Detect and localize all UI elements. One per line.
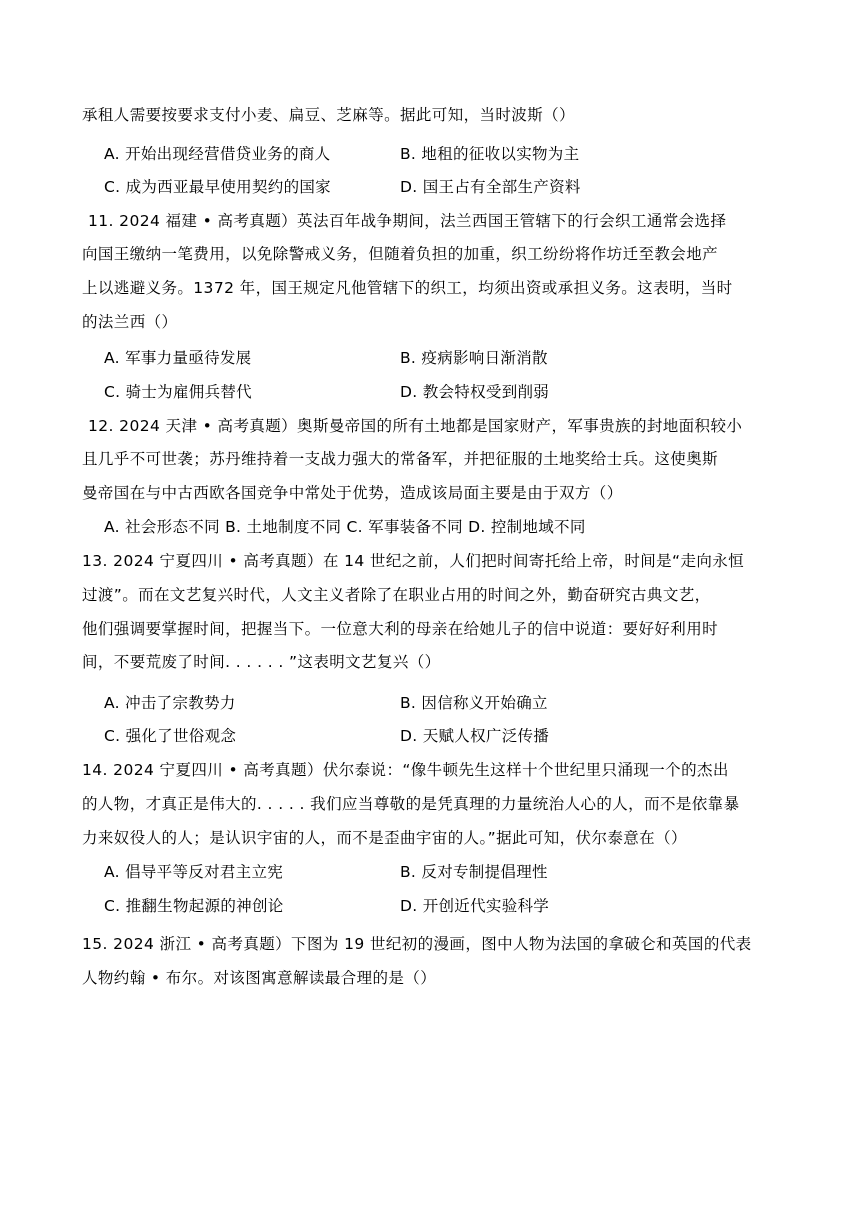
q13-stem-line-3: 他们强调要掌握时间，把握当下。一位意大利的母亲在给她儿子的信中说道：要好好利用时	[82, 620, 719, 638]
q10-stem-tail: 承租人需要按要求支付小麦、扁豆、芝麻等。据此可知，当时波斯（）	[82, 106, 575, 124]
q12-options-line[interactable]: A. 社会形态不同 B. 土地制度不同 C. 军事装备不同 D. 控制地域不同	[104, 518, 586, 536]
q14-stem-line-1: 14. 2024 宁夏四川 • 高考真题）伏尔泰说：“像牛顿先生这样十个世纪里只涌现一个的杰出	[82, 761, 729, 779]
q12-stem-line-2: 且几乎不可世袭；苏丹维持着一支战力强大的常备军，并把征服的土地奖给士兵。这使奥斯	[82, 450, 719, 468]
q15-stem-line-1: 15. 2024 浙江 • 高考真题）下图为 19 世纪初的漫画，图中人物为法国的拿破仑和英国的代表	[82, 935, 752, 953]
q10-option-a[interactable]: A. 开始出现经营借贷业务的商人	[104, 145, 331, 163]
q11-option-a[interactable]: A. 军事力量亟待发展	[104, 349, 252, 367]
q15-stem-line-2: 人物约翰 • 布尔。对该图寓意解读最合理的是（）	[82, 969, 437, 987]
q14-option-b[interactable]: B. 反对专制提倡理性	[400, 863, 548, 881]
q13-option-a[interactable]: A. 冲击了宗教势力	[104, 694, 236, 712]
q13-stem-line-2: 过渡”。而在文艺复兴时代，人文主义者除了在职业占用的时间之外，勤奋研究古典文艺，	[82, 586, 711, 604]
q14-stem-line-2: 的人物，才真正是伟大的. . . . . 我们应当尊敬的是凭真理的力量统治人心的人，而不是依靠暴	[82, 795, 740, 813]
q11-stem-line-2: 向国王缴纳一笔费用，以免除警戒义务，但随着负担的加重，织工纷纷将作坊迁至教会地产	[82, 245, 719, 263]
q14-option-d[interactable]: D. 开创近代实验科学	[400, 897, 550, 915]
q13-option-c[interactable]: C. 强化了世俗观念	[104, 727, 237, 745]
q12-stem-line-1: 12. 2024 天津 • 高考真题）奥斯曼帝国的所有土地都是国家财产，军事贵族的封地面积较小	[88, 417, 743, 435]
q10-option-c[interactable]: C. 成为西亚最早使用契约的国家	[104, 178, 331, 196]
q14-stem-line-3: 力来奴役人的人；是认识宇宙的人，而不是歪曲宇宙的人。”据此可知，伏尔泰意在（）	[82, 829, 687, 847]
q11-stem-line-4: 的法兰西（）	[82, 313, 178, 331]
q13-option-b[interactable]: B. 因信称义开始确立	[400, 694, 548, 712]
q13-stem-line-1: 13. 2024 宁夏四川 • 高考真题）在 14 世纪之前，人们把时间寄托给上帝，时间是“走向永恒	[82, 552, 745, 570]
q14-option-a[interactable]: A. 倡导平等反对君主立宪	[104, 863, 284, 881]
q10-option-b[interactable]: B. 地租的征收以实物为主	[400, 145, 580, 163]
q10-option-d[interactable]: D. 国王占有全部生产资料	[400, 178, 581, 196]
q11-stem-line-1: 11. 2024 福建 • 高考真题）英法百年战争期间，法兰西国王管辖下的行会织工通常会选择	[88, 212, 727, 230]
q12-stem-line-3: 曼帝国在与中古西欧各国竞争中常处于优势，造成该局面主要是由于双方（）	[82, 484, 623, 502]
q13-stem-line-4: 间，不要荒废了时间. . . . . . ”这表明文艺复兴（）	[82, 653, 441, 671]
q11-option-b[interactable]: B. 疫病影响日渐消散	[400, 349, 548, 367]
q11-stem-line-3: 上以逃避义务。1372 年，国王规定凡他管辖下的织工，均须出资或承担义务。这表明，当时	[82, 279, 733, 297]
q13-option-d[interactable]: D. 天赋人权广泛传播	[400, 727, 550, 745]
q11-option-c[interactable]: C. 骑士为雇佣兵替代	[104, 383, 252, 401]
q14-option-c[interactable]: C. 推翻生物起源的神创论	[104, 897, 284, 915]
q11-option-d[interactable]: D. 教会特权受到削弱	[400, 383, 550, 401]
